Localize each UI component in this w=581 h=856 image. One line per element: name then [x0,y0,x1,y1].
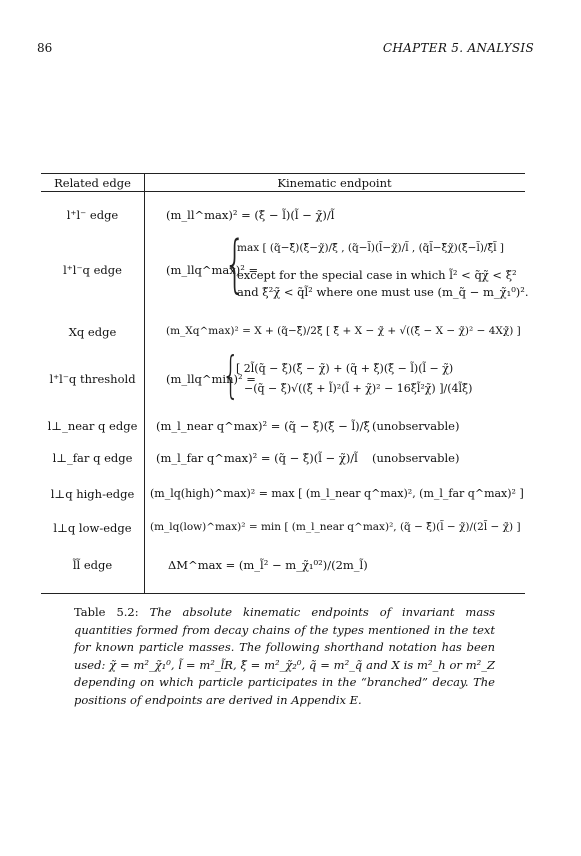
edge-label: l⁺l⁻ edge [66,208,119,222]
endpoint-lhs: (m_llq^max)² = [166,263,259,277]
header-related-edge: Related edge [54,176,131,190]
endpoint-formula: ΔM^max = (m_l̃² − m_χ̃₁⁰²)/(2m_l̃) [168,558,368,572]
edge-label: l⊥q high-edge [50,487,135,501]
edge-label: l̃l̃ edge [72,558,113,572]
endpoint-formula: −(q̃ − ξ̃)√((ξ̃ + l̃)²(l̃ + χ̃)² − 16ξ̃l̃²χ̃) ]/(4l̃ξ̃) [244,382,473,395]
edge-label: l⁺l⁻q threshold [49,372,136,386]
endpoint-lhs: (m_llq^min)² = [166,372,256,386]
left-brace: { [224,227,246,300]
endpoint-formula: (m_l_far q^max)² = (q̃ − ξ̃)(l̃ − χ̃)/l̃ [156,451,358,465]
page-number: 86 [37,41,53,55]
edge-label: Xq edge [68,325,117,339]
caption-label: Table 5.2: [74,605,150,619]
unobservable-note: (unobservable) [372,451,460,465]
table-caption [74,604,495,709]
endpoint-formula: (m_lq(high)^max)² = max [ (m_l_near q^max)², (m_l_far q^max)² ] [150,487,524,500]
endpoint-formula: (m_lq(low)^max)² = min [ (m_l_near q^max)², (q̃ − ξ̃)(l̃ − χ̃)/(2l̃ − χ̃) ] [150,521,521,533]
table-header-rule [41,191,525,192]
edge-label: l⁺l⁻q edge [63,263,122,277]
table-bottom-rule [41,593,525,594]
left-brace: { [222,346,240,404]
table-column-divider [144,173,145,593]
table-top-rule [41,173,525,174]
edge-label: l⊥q low-edge [53,521,132,535]
edge-label: l⊥_far q edge [52,451,133,465]
endpoint-formula: (m_l_near q^max)² = (q̃ − ξ̃)(ξ̃ − l̃)/ξ̃ [156,419,370,433]
header-kinematic-endpoint: Kinematic endpoint [277,176,392,190]
endpoint-formula: (m_Xq^max)² = X + (q̃−ξ̃)/2ξ̃ [ ξ̃ + X − χ̃ + √((ξ̃ − X − χ̃)² − 4Xχ̃) ] [166,325,521,337]
unobservable-note: (unobservable) [372,419,460,433]
endpoint-formula: max [ (q̃−ξ̃)(ξ̃−χ̃)/ξ̃ , (q̃−l̃)(l̃−χ̃)/l̃ , (q̃l̃−ξ̃χ̃)(ξ̃−l̃)/ξ̃l̃ ] [237,242,505,254]
endpoint-condition: except for the special case in which l̃² < q̃χ̃ < ξ̃² [237,268,517,282]
caption-text: The absolute kinematic endpoints of invariant mass quantities formed from decay chains of the types mentioned in the text for known particle masses. The following shorthand notation has been used: χ̃ = m²_χ̃₁⁰, l̃ = m²_l̃R, ξ̃ = m²_χ̃₂⁰, q̃ = m²_q̃ and X is m²_h or m²_Z depending on which particle participates in the “branched” decay. The positions of endpoints are derived in Appendix E. [74,605,495,707]
endpoint-condition: and ξ̃²χ̃ < q̃l̃² where one must use (m_q̃ − m_χ̃₁⁰)². [237,285,529,299]
edge-label: l⊥_near q edge [47,419,138,433]
endpoint-formula: (m_ll^max)² = (ξ̃ − l̃)(l̃ − χ̃)/l̃ [166,208,335,222]
endpoint-formula: [ 2l̃(q̃ − ξ̃)(ξ̃ − χ̃) + (q̃ + ξ̃)(ξ̃ − l̃)(l̃ − χ̃) [236,362,454,375]
chapter-header: CHAPTER 5. ANALYSIS [382,41,534,55]
